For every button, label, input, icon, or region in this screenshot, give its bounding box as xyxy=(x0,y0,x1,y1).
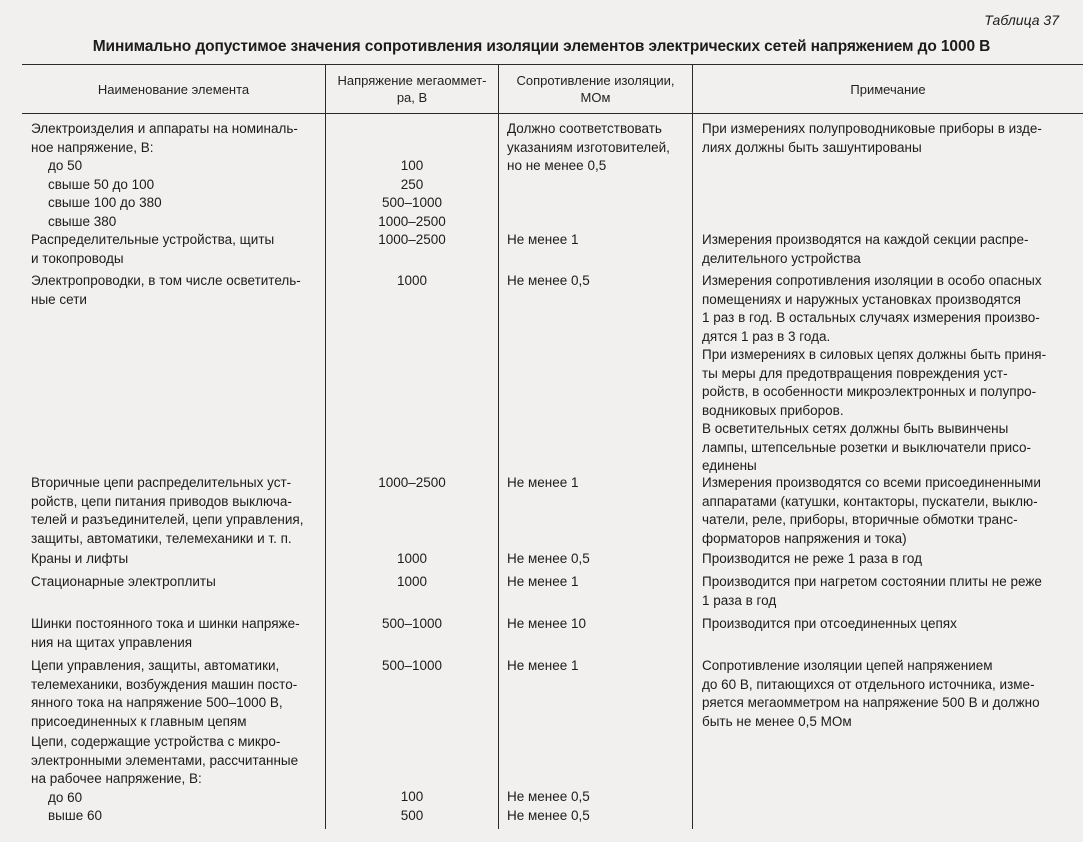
row-voltage-cell: 100 250 500–1000 1000–2500 xyxy=(378,158,446,229)
row-resistance-cell: Не менее 1 xyxy=(507,475,579,490)
header-element: Наименование элемента xyxy=(97,81,250,97)
header-resistance: Сопротивление изоляции, МОм xyxy=(516,73,675,105)
column-divider-1 xyxy=(325,65,326,829)
row-resistance-cell: Не менее 0,5 xyxy=(507,551,590,566)
row-note-cell: Производится не реже 1 раза в год xyxy=(702,551,923,566)
row-resistance-cell: Не менее 0,5 Не менее 0,5 xyxy=(507,789,590,823)
row-element-cell: Вторичные цепи распределительных уст- ройств, цепи питания приводов выключа- телей и разъединителей, цепи управления, защиты, автоматики, телемеханики и т. п. xyxy=(31,475,304,546)
row-note-cell: Измерения производятся со всеми присоединенными аппаратами (катушки, контакторы, пускатели, выклю- чатели, реле, приборы, вторичные обмотки транс- форматоров напряжения и тока) xyxy=(702,475,1041,546)
header-bottom-rule xyxy=(22,113,1083,114)
column-divider-2 xyxy=(498,65,499,829)
row-element-cell: Цепи, содержащие устройства с микро- электронными элементами, рассчитанные на рабочее напряжение, В: до 60 выше 60 xyxy=(31,734,299,823)
row-voltage-cell: 1000 xyxy=(396,273,428,288)
row-element-cell: Стационарные электроплиты xyxy=(31,574,216,589)
row-voltage-cell: 1000–2500 xyxy=(378,232,446,247)
row-resistance-cell: Должно соответствовать указаниям изготовителей, но не менее 0,5 xyxy=(507,121,670,173)
row-note-cell: При измерениях полупроводниковые приборы в изде- лиях должны быть зашунтированы xyxy=(702,121,1042,155)
row-note-cell: Сопротивление изоляции цепей напряжением до 60 В, питающихся от отдельного источника, изме- ряется мегаомметром на напряжение 500 В и должно быть не менее 0,5 МОм xyxy=(702,658,1040,729)
row-element-cell: Электропроводки, в том числе осветитель- ные сети xyxy=(31,273,301,307)
row-note-cell: Производится при нагретом состоянии плиты не реже 1 раза в год xyxy=(702,574,1042,608)
table-title: Минимально допустимое значения сопротивления изоляции элементов электрических сетей напряжением до 1000 В xyxy=(92,38,991,55)
row-voltage-cell: 100 500 xyxy=(400,789,424,823)
row-resistance-cell: Не менее 10 xyxy=(507,616,587,631)
row-element-cell: Краны и лифты xyxy=(31,551,129,566)
row-voltage-cell: 1000–2500 xyxy=(378,475,446,490)
row-resistance-cell: Не менее 1 xyxy=(507,232,579,247)
row-resistance-cell: Не менее 0,5 xyxy=(507,273,590,288)
header-note: Примечание xyxy=(850,81,926,97)
row-note-cell: Производится при отсоединенных цепях xyxy=(702,616,957,631)
row-resistance-cell: Не менее 1 xyxy=(507,574,579,589)
row-element-cell: Шинки постоянного тока и шинки напряже- ния на щитах управления xyxy=(31,616,300,650)
row-voltage-cell: 500–1000 xyxy=(381,616,443,631)
row-element-cell: Цепи управления, защиты, автоматики, телемеханики, возбуждения машин посто- янного тока на напряжение 500–1000 В, присоединенных к главным цепям xyxy=(31,658,298,729)
row-voltage-cell: 1000 xyxy=(396,551,428,566)
row-voltage-cell: 1000 xyxy=(396,574,428,589)
row-note-cell: Измерения производятся на каждой секции распре- делительного устройства xyxy=(702,232,1029,266)
header-voltage: Напряжение мегаоммет- ра, В xyxy=(337,73,487,105)
table-number: Таблица 37 xyxy=(984,12,1059,28)
row-element-cell: Электроизделия и аппараты на номиналь- ное напряжение, В: до 50 свыше 50 до 100 свыше 100 до 380 свыше 380 xyxy=(31,121,298,229)
row-voltage-cell: 500–1000 xyxy=(381,658,443,673)
row-resistance-cell: Не менее 1 xyxy=(507,658,579,673)
column-divider-3 xyxy=(692,65,693,829)
row-note-cell: Измерения сопротивления изоляции в особо опасных помещениях и наружных установках производятся 1 раз в год. В остальных случаях измерения произво- дятся 1 раз в 3 года. При измерениях в силовых цепях должны быть приня- ты меры для предотвращения повреждения уст- ройств, в особенности микроэлектронных и полупро- водниковых приборов. В осветительных сетях должны быть вывинчены лампы, штепсельные розетки и выключатели присо- единены xyxy=(702,273,1047,473)
row-element-cell: Распределительные устройства, щиты и токопроводы xyxy=(31,232,275,266)
